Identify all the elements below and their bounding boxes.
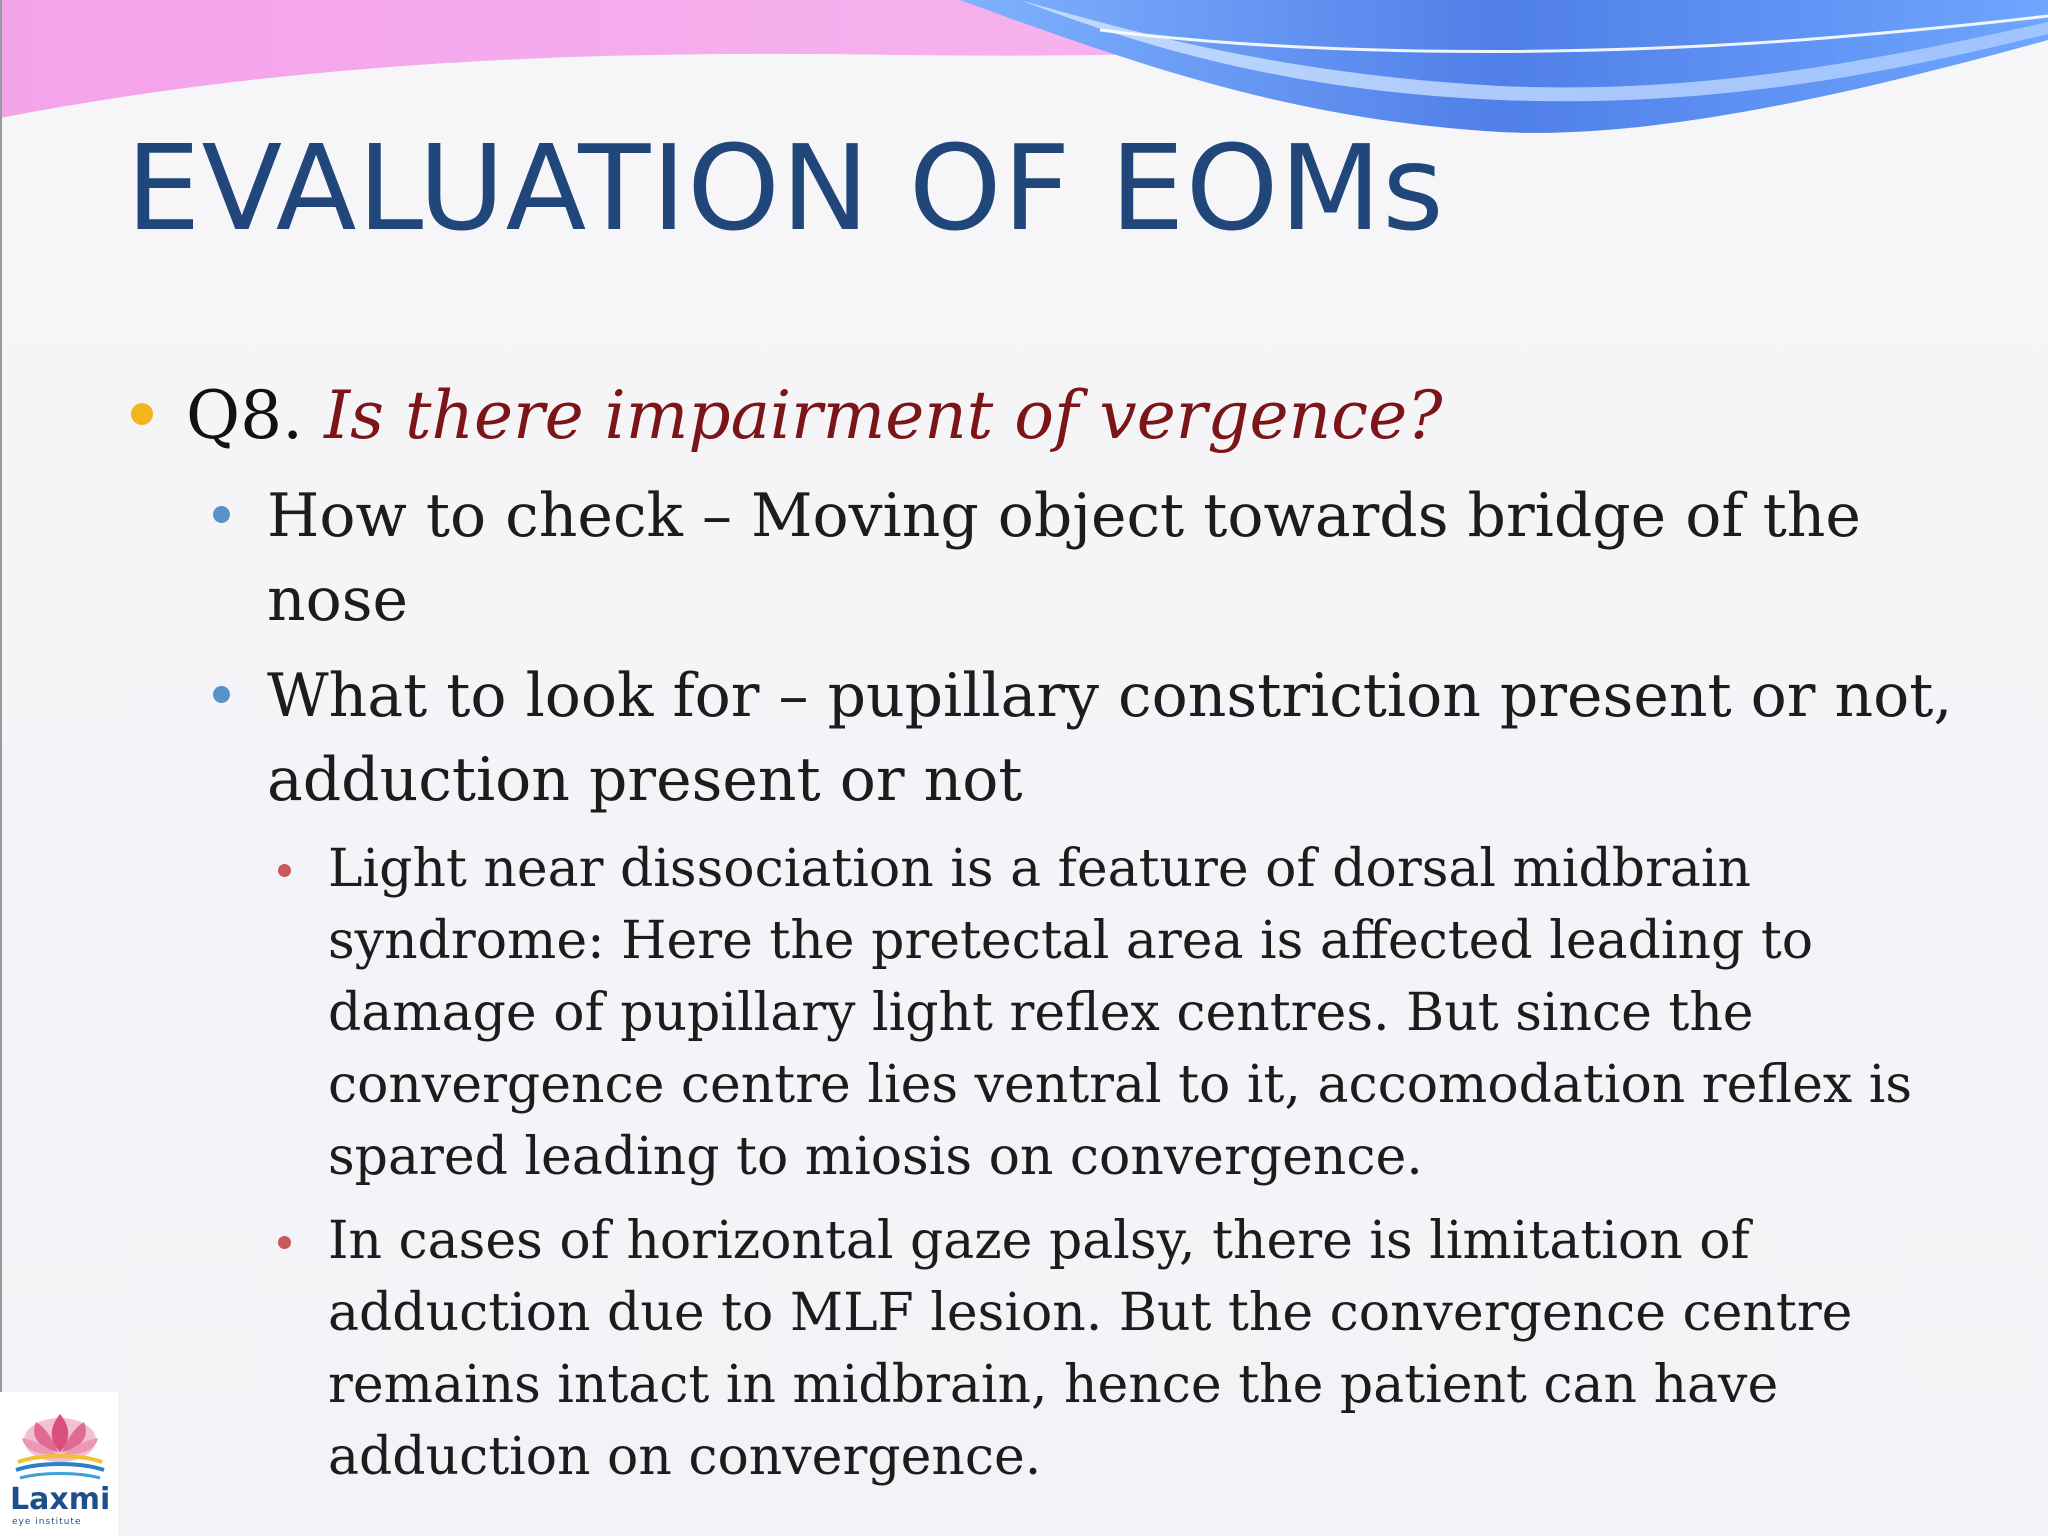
question-line	[186, 375, 1443, 457]
hgp-line: In cases of horizontal gaze palsy, there is limitation of	[328, 1211, 1750, 1271]
bullet-level3-icon	[278, 1236, 291, 1249]
what-to-look-for-line2: adduction present or not	[267, 745, 1023, 815]
question-text: Is there impairment of vergence?	[324, 377, 1443, 454]
question-prefix: Q8.	[186, 377, 325, 454]
lnd-line: damage of pupillary light reflex centres. But since the	[328, 983, 1754, 1043]
laxmi-logo	[0, 1392, 118, 1536]
lnd-line: syndrome: Here the pretectal area is affected leading to	[328, 911, 1814, 971]
how-to-check-line1: How to check – Moving object towards bridge of the	[267, 481, 1861, 551]
what-to-look-for-item	[267, 654, 1987, 822]
bullet-level2-icon	[213, 686, 230, 703]
lnd-line: Light near dissociation is a feature of dorsal midbrain	[328, 839, 1752, 899]
hgp-line: adduction due to MLF lesion. But the convergence centre	[328, 1283, 1853, 1343]
lnd-line: convergence centre lies ventral to it, accomodation reflex is	[328, 1055, 1913, 1115]
how-to-check-item	[267, 474, 1987, 642]
hgp-line: adduction on convergence.	[328, 1427, 1042, 1487]
bullet-level2-icon	[213, 506, 230, 523]
logo-name: Laxmi	[10, 1482, 111, 1517]
hgp-line: remains intact in midbrain, hence the patient can have	[328, 1355, 1779, 1415]
horizontal-gaze-palsy-item	[328, 1205, 1948, 1493]
lotus-icon	[0, 1392, 118, 1492]
bullet-level1-icon	[131, 403, 153, 425]
what-to-look-for-line1: What to look for – pupillary constriction present or not,	[267, 661, 1953, 731]
how-to-check-line2: nose	[267, 565, 409, 635]
light-near-dissociation-item	[328, 833, 1948, 1193]
lnd-line: spared leading to miosis on convergence.	[328, 1127, 1423, 1187]
logo-subtitle: eye institute	[12, 1517, 82, 1527]
slide-title: EVALUATION OF EOMs	[126, 119, 1445, 257]
bullet-level3-icon	[278, 864, 291, 877]
